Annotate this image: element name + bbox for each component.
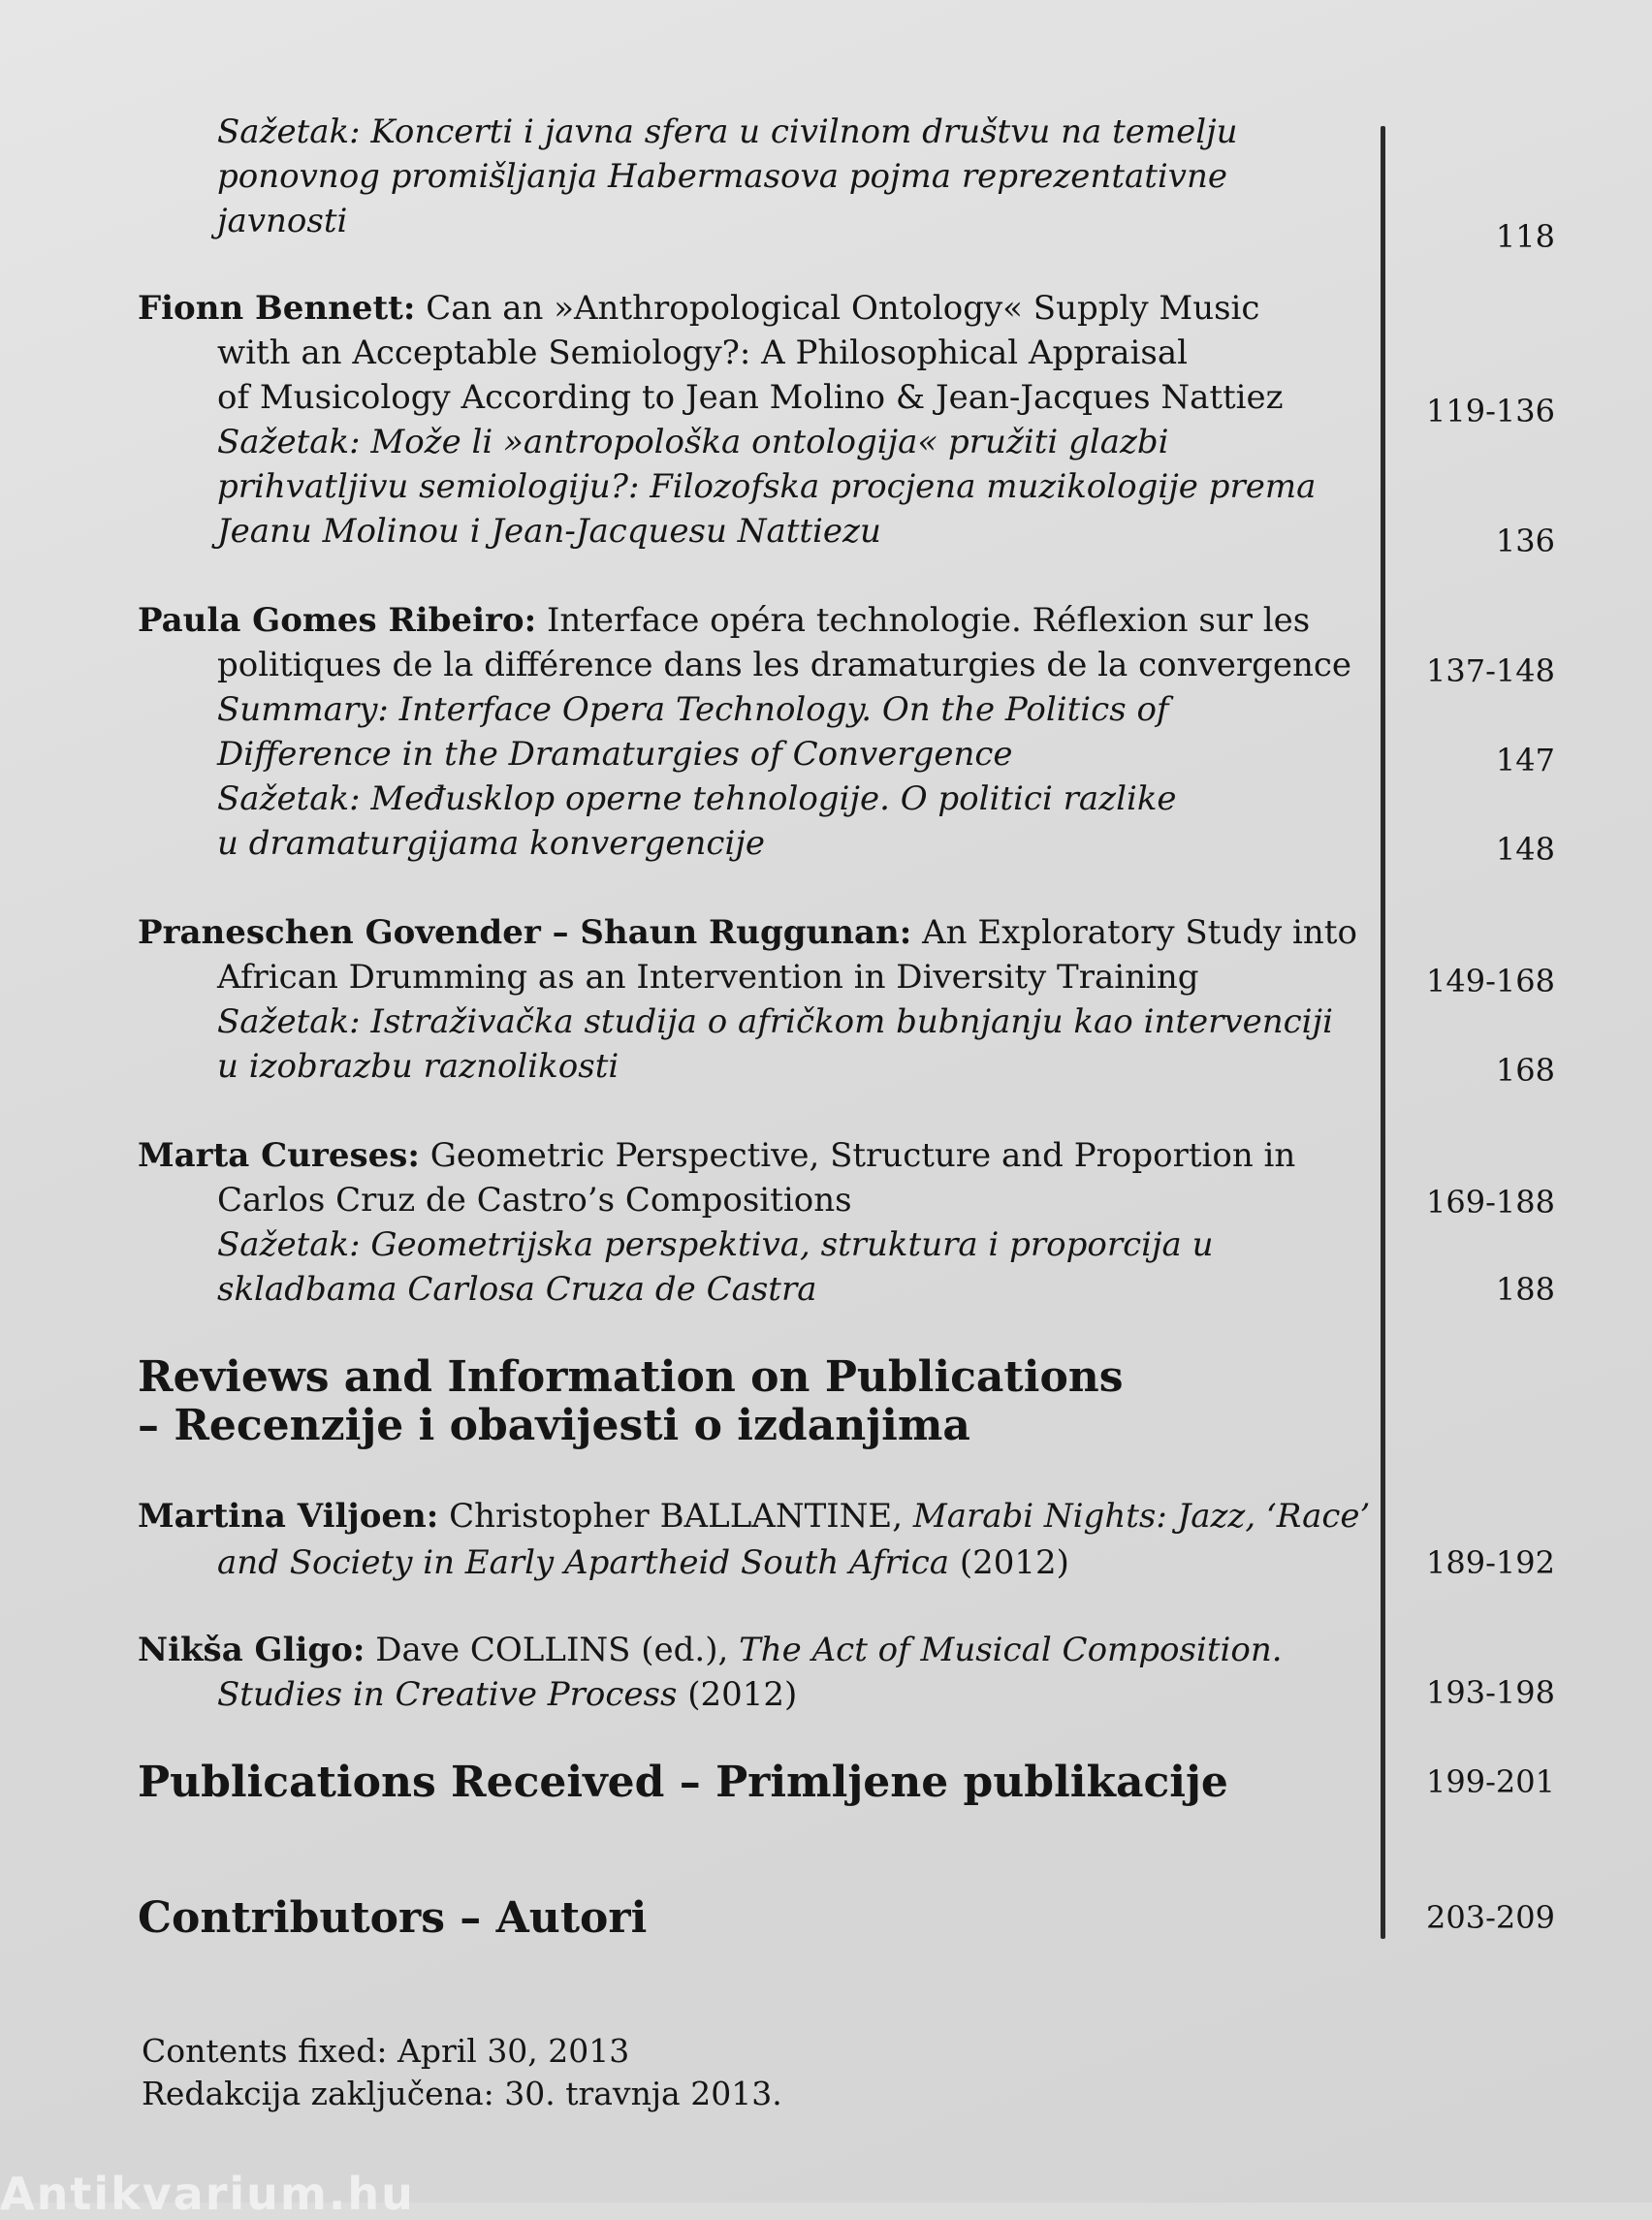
section-heading: Reviews and Information on Publications: [138, 1352, 1124, 1402]
page-range: 169-188: [1426, 1184, 1555, 1221]
review-italic: and Society in Early Apartheid South Africa: [217, 1543, 950, 1582]
page-range: 199-201: [1426, 1763, 1555, 1800]
page-range: 137-148: [1426, 652, 1555, 689]
review-line: [217, 1673, 797, 1716]
author-name: Fionn Bennett:: [138, 289, 416, 328]
review-italic: Studies in Creative Process: [217, 1675, 678, 1714]
review-italic: Marabi Nights: Jazz, ‘Race’: [912, 1497, 1371, 1536]
entry-title-line: [138, 599, 1310, 642]
author-name: Marta Cureses:: [138, 1136, 420, 1175]
title-line: African Drumming as an Intervention in Diversity Training: [217, 958, 1199, 997]
title-line: of Musicology According to Jean Molino & Jean-Jacques Nattiez: [217, 378, 1284, 417]
author-name: Martina Viljoen:: [138, 1497, 439, 1536]
page-range: 193-198: [1426, 1674, 1555, 1711]
title-line: politiques de la différence dans les dramaturgies de la convergence: [217, 646, 1352, 684]
author-name: Paula Gomes Ribeiro:: [138, 601, 537, 640]
title-text: Interface opéra technologie. Réflexion sur les: [546, 601, 1311, 640]
page-number: 118: [1495, 218, 1555, 255]
page-number: 148: [1495, 831, 1555, 868]
summary-line: Sažetak: Međusklop operne tehnologije. O politici razlike: [217, 779, 1177, 818]
summary-line: Sažetak: Koncerti i javna sfera u civilnom društvu na temelju: [217, 112, 1238, 151]
review-line: [138, 1495, 1370, 1538]
title-text: Can an »Anthropological Ontology« Supply Music: [426, 289, 1260, 328]
summary-line: Difference in the Dramaturgies of Convergence: [217, 735, 1013, 774]
summary-line: skladbama Carlosa Cruza de Castra: [217, 1270, 817, 1309]
page-number: 147: [1495, 742, 1555, 778]
contents-fixed-note: Contents fixed: April 30, 2013: [142, 2032, 630, 2070]
entry-title-line: [138, 911, 1357, 954]
review-line: [138, 1629, 1283, 1671]
summary-line: u dramaturgijama konvergencije: [217, 824, 766, 863]
title-text: An Exploratory Study into: [922, 913, 1357, 952]
summary-line: javnosti: [217, 202, 348, 240]
summary-line: u izobrazbu raznolikosti: [217, 1047, 620, 1086]
contributors-heading: Contributors – Autori: [138, 1893, 648, 1943]
review-plain: (2012): [687, 1675, 798, 1714]
section-heading: – Recenzije i obavijesti o izdanjima: [138, 1401, 970, 1450]
vertical-rule: [1381, 126, 1385, 1939]
page-range: 189-192: [1426, 1544, 1555, 1581]
page-number: 168: [1495, 1052, 1555, 1089]
review-plain: (2012): [959, 1543, 1069, 1582]
summary-line: ponovnog promišljanja Habermasova pojma reprezentativne: [217, 157, 1228, 196]
summary-line: Sažetak: Istraživačka studija o afričkom bubnjanju kao intervenciji: [217, 1002, 1333, 1041]
page-number: 188: [1495, 1271, 1555, 1308]
page-range: 119-136: [1426, 393, 1555, 429]
review-line: [217, 1541, 1069, 1584]
watermark: Antikvarium.hu: [0, 2168, 415, 2220]
summary-line: Jeanu Molinou i Jean-Jacquesu Nattiezu: [217, 512, 881, 551]
title-line: Carlos Cruz de Castro’s Compositions: [217, 1181, 852, 1220]
title-text: Geometric Perspective, Structure and Proportion in: [429, 1136, 1296, 1175]
review-plain: Christopher BALLANTINE,: [449, 1497, 904, 1536]
publications-received-heading: Publications Received – Primljene publikacije: [138, 1758, 1228, 1807]
summary-line: Sažetak: Može li »antropološka ontologija« pružiti glazbi: [217, 423, 1169, 461]
review-plain: Dave COLLINS (ed.),: [375, 1631, 729, 1669]
review-italic: The Act of Musical Composition.: [739, 1631, 1283, 1669]
summary-line: Summary: Interface Opera Technology. On the Politics of: [217, 690, 1169, 729]
author-name: Praneschen Govender – Shaun Ruggunan:: [138, 913, 912, 952]
redakcija-note: Redakcija zaključena: 30. travnja 2013.: [142, 2075, 782, 2112]
entry-title-line: [138, 1134, 1295, 1177]
summary-line: prihvatljivu semiologiju?: Filozofska procjena muzikologije prema: [217, 467, 1317, 506]
entry-title-line: [138, 287, 1259, 330]
page-number: 136: [1495, 523, 1555, 559]
page-range: 149-168: [1426, 963, 1555, 999]
summary-line: Sažetak: Geometrijska perspektiva, struktura i proporcija u: [217, 1225, 1214, 1264]
page-range: 203-209: [1426, 1899, 1555, 1936]
title-line: with an Acceptable Semiology?: A Philosophical Appraisal: [217, 333, 1189, 372]
author-name: Nikša Gligo:: [138, 1631, 365, 1669]
